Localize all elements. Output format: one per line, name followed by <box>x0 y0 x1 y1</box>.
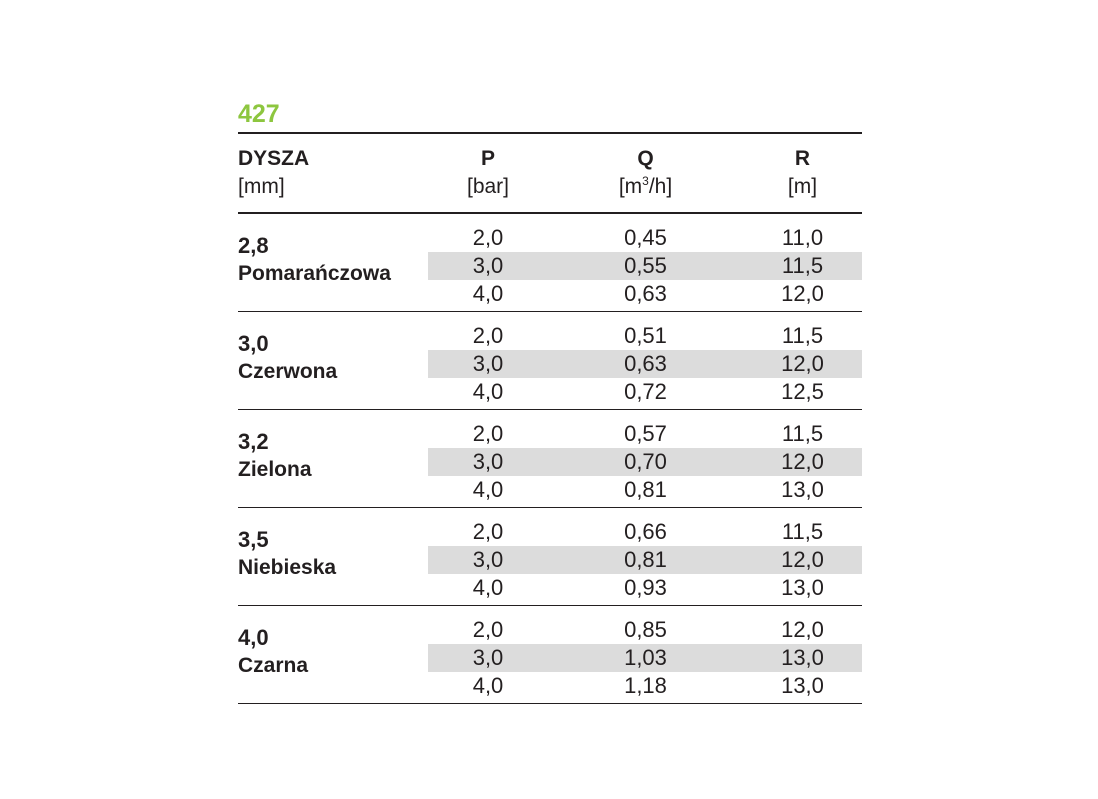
nozzle-color: Zielona <box>238 458 312 481</box>
radius-cell: 13,0 <box>781 673 824 698</box>
nozzle-label <box>238 312 428 409</box>
flow-cell: 0,85 <box>624 617 667 642</box>
nozzle-rows <box>428 508 862 605</box>
pressure-cell: 2,0 <box>472 421 504 446</box>
flow-cell: 0,70 <box>624 449 667 474</box>
flow-cell: 0,72 <box>624 379 667 404</box>
nozzle-color: Czerwona <box>238 360 338 383</box>
pressure-cell: 2,0 <box>472 323 504 348</box>
radius-cell: 12,0 <box>781 351 824 376</box>
flow-cell: 0,93 <box>624 575 667 600</box>
flow-cell: 0,81 <box>624 477 667 502</box>
pressure-cell: 2,0 <box>472 225 504 250</box>
flow-cell: 0,57 <box>624 421 667 446</box>
header-flow-unit <box>548 173 743 201</box>
model-title: 427 <box>238 100 280 128</box>
flow-cell: 0,63 <box>624 281 667 306</box>
header-radius <box>743 134 862 212</box>
spec-sheet <box>238 96 862 704</box>
table-row <box>428 476 862 504</box>
table-row <box>428 518 862 546</box>
radius-cell: 12,5 <box>781 379 824 404</box>
nozzle-label <box>238 606 428 703</box>
pressure-cell: 3,0 <box>472 253 504 278</box>
header-nozzle-label: DYSZA <box>238 147 310 170</box>
table-row <box>428 644 862 672</box>
nozzle-size: 3,0 <box>238 331 269 356</box>
nozzle-label <box>238 508 428 605</box>
nozzle-label <box>238 410 428 507</box>
table-row <box>428 252 862 280</box>
table-row <box>428 322 862 350</box>
nozzle-size: 3,2 <box>238 429 269 454</box>
radius-cell: 13,0 <box>781 575 824 600</box>
radius-cell: 11,5 <box>781 421 824 446</box>
nozzle-size: 2,8 <box>238 233 269 258</box>
radius-cell: 12,0 <box>781 617 824 642</box>
table-header <box>238 134 862 214</box>
flow-cell: 0,45 <box>624 225 667 250</box>
pressure-cell: 4,0 <box>472 673 504 698</box>
pressure-cell: 3,0 <box>472 645 504 670</box>
table-row <box>428 546 862 574</box>
pressure-cell: 3,0 <box>472 449 504 474</box>
header-radius-unit: [m] <box>787 175 818 198</box>
flow-cell: 0,55 <box>624 253 667 278</box>
flow-cell: 0,81 <box>624 547 667 572</box>
header-flow <box>548 134 743 212</box>
nozzle-group <box>238 214 862 312</box>
table-row <box>428 224 862 252</box>
radius-cell: 12,0 <box>781 547 824 572</box>
nozzle-color: Czarna <box>238 654 309 677</box>
pressure-cell: 2,0 <box>472 617 504 642</box>
table-row <box>428 280 862 308</box>
flow-cell: 0,63 <box>624 351 667 376</box>
flow-cell: 1,18 <box>624 673 667 698</box>
radius-cell: 11,0 <box>781 225 824 250</box>
table-row <box>428 672 862 700</box>
table-row <box>428 616 862 644</box>
header-pressure-label: P <box>480 147 495 170</box>
nozzle-rows <box>428 214 862 311</box>
radius-cell: 11,5 <box>781 519 824 544</box>
radius-cell: 12,0 <box>781 281 824 306</box>
nozzle-color: Pomarańczowa <box>238 262 391 285</box>
table-row <box>428 448 862 476</box>
header-flow-unit-suffix: /h] <box>648 175 673 198</box>
nozzle-rows <box>428 606 862 703</box>
flow-cell: 1,03 <box>624 645 667 670</box>
header-flow-label: Q <box>637 147 654 170</box>
nozzle-size: 3,5 <box>238 527 269 552</box>
table-row <box>428 378 862 406</box>
radius-cell: 13,0 <box>781 477 824 502</box>
table-row <box>428 420 862 448</box>
header-flow-unit-prefix: [m <box>618 175 643 198</box>
nozzle-rows <box>428 410 862 507</box>
pressure-cell: 3,0 <box>472 351 504 376</box>
table-body <box>238 214 862 704</box>
pressure-cell: 2,0 <box>472 519 504 544</box>
nozzle-group <box>238 606 862 704</box>
pressure-cell: 3,0 <box>472 547 504 572</box>
nozzle-group <box>238 410 862 508</box>
flow-cell: 0,51 <box>624 323 667 348</box>
pressure-cell: 4,0 <box>472 379 504 404</box>
pressure-cell: 4,0 <box>472 575 504 600</box>
radius-cell: 11,5 <box>781 323 824 348</box>
radius-cell: 13,0 <box>781 645 824 670</box>
table-row <box>428 574 862 602</box>
nozzle-group <box>238 312 862 410</box>
header-pressure <box>428 134 548 212</box>
nozzle-size: 4,0 <box>238 625 269 650</box>
header-pressure-unit: [bar] <box>466 175 510 198</box>
header-radius-label: R <box>794 147 811 170</box>
radius-cell: 12,0 <box>781 449 824 474</box>
nozzle-label <box>238 214 428 311</box>
pressure-cell: 4,0 <box>472 477 504 502</box>
nozzle-group <box>238 508 862 606</box>
header-flow-unit-sup: 3 <box>642 174 649 188</box>
header-nozzle <box>238 134 428 212</box>
radius-cell: 11,5 <box>781 253 824 278</box>
nozzle-rows <box>428 312 862 409</box>
table-row <box>428 350 862 378</box>
pressure-cell: 4,0 <box>472 281 504 306</box>
nozzle-color: Niebieska <box>238 556 337 579</box>
flow-cell: 0,66 <box>624 519 667 544</box>
header-nozzle-unit: [mm] <box>238 175 285 198</box>
